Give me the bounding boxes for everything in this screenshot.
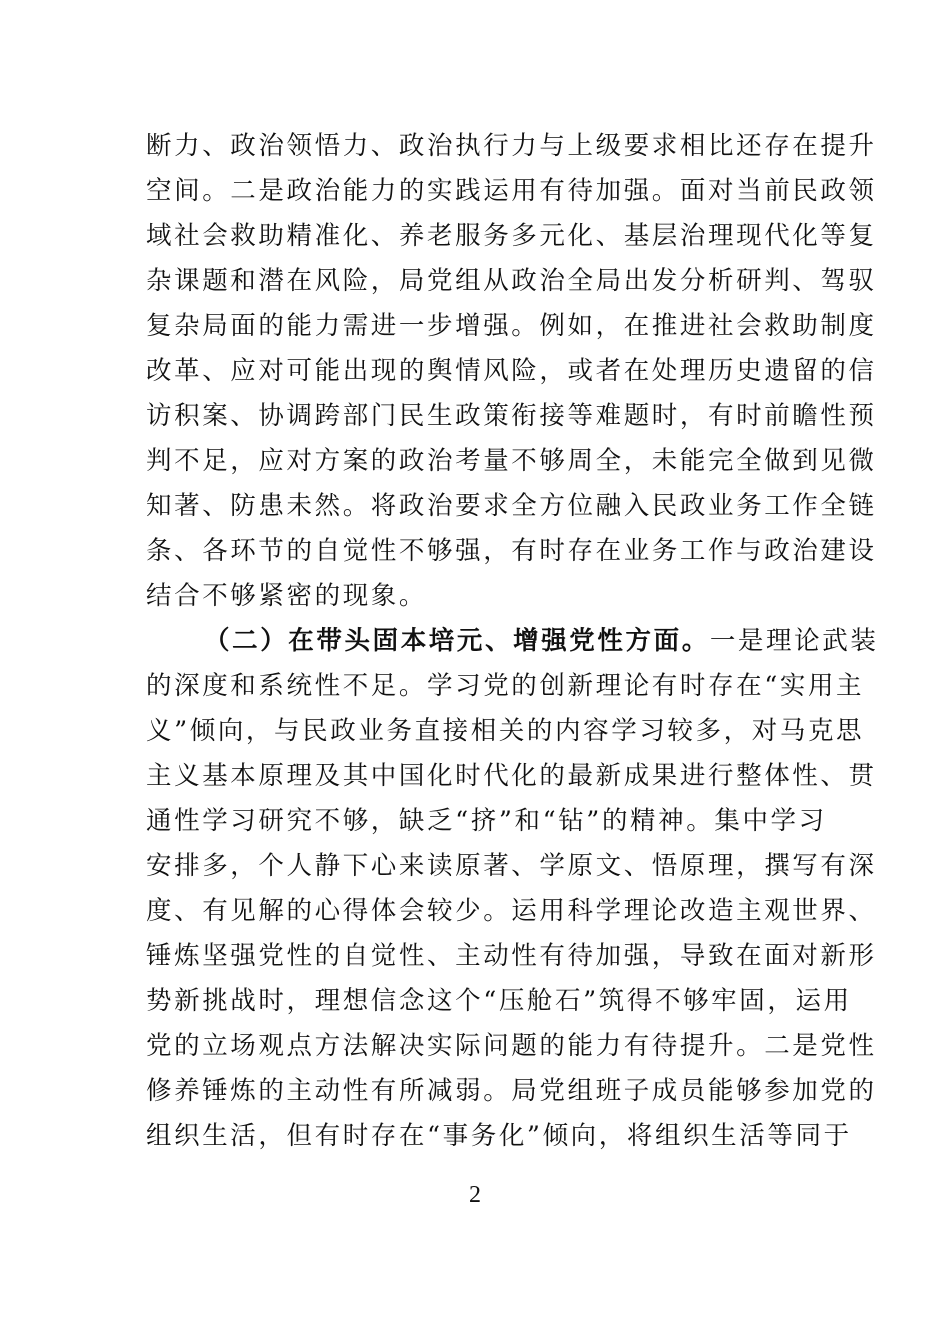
text-line: 通性学习研究不够，缺乏“挤”和“钻”的精神。集中学习 — [146, 806, 827, 836]
text-line: 度、有见解的心得体会较少。运用科学理论改造主观世界、 — [146, 896, 877, 926]
text-line: 安排多，个人静下心来读原著、学原文、悟原理，撰写有深 — [146, 851, 877, 881]
text-line: 主义基本原理及其中国化时代化的最新成果进行整体性、贯 — [146, 761, 877, 791]
text-line: 知著、防患未然。将政治要求全方位融入民政业务工作全链 — [146, 491, 877, 521]
text-line: 访积案、协调跨部门民生政策衔接等难题时，有时前瞻性预 — [146, 401, 877, 431]
section-heading: （二）在带头固本培元、增强党性方面。 — [204, 626, 710, 656]
text-line: 义”倾向，与民政业务直接相关的内容学习较多，对马克思 — [146, 716, 865, 746]
text-line: 的深度和系统性不足。学习党的创新理论有时存在“实用主 — [146, 671, 865, 701]
text-line: 域社会救助精准化、养老服务多元化、基层治理现代化等复 — [146, 221, 877, 251]
text-line: 结合不够紧密的现象。 — [146, 581, 428, 611]
text-line: 复杂局面的能力需进一步增强。例如，在推进社会救助制度 — [146, 311, 877, 341]
paragraph-2 — [146, 619, 879, 1159]
text-line: 党的立场观点方法解决实际问题的能力有待提升。二是党性 — [146, 1031, 877, 1061]
text-line: 杂课题和潜在风险，局党组从政治全局出发分析研判、驾驭 — [146, 266, 877, 296]
paragraph-2-first-line — [146, 619, 879, 664]
text-line: 势新挑战时，理想信念这个“压舱石”筑得不够牢固，运用 — [146, 986, 852, 1016]
text-line: 断力、政治领悟力、政治执行力与上级要求相比还存在提升 — [146, 131, 877, 161]
text-line: 锤炼坚强党性的自觉性、主动性有待加强，导致在面对新形 — [146, 941, 877, 971]
text-line: 判不足，应对方案的政治考量不够周全，未能完全做到见微 — [146, 446, 877, 476]
body-text — [146, 124, 879, 1159]
text-line: 组织生活，但有时存在“事务化”倾向，将组织生活等同于 — [146, 1121, 852, 1151]
text-line: 空间。二是政治能力的实践运用有待加强。面对当前民政领 — [146, 176, 877, 206]
page-number: 2 — [469, 1182, 481, 1208]
paragraph-1 — [146, 124, 877, 619]
text-line: 改革、应对可能出现的舆情风险，或者在处理历史遗留的信 — [146, 356, 877, 386]
text-line: 修养锤炼的主动性有所减弱。局党组班子成员能够参加党的 — [146, 1076, 877, 1106]
text-line: 条、各环节的自觉性不够强，有时存在业务工作与政治建设 — [146, 536, 877, 566]
heading-trailing-text: 一是理论武装 — [709, 626, 879, 656]
